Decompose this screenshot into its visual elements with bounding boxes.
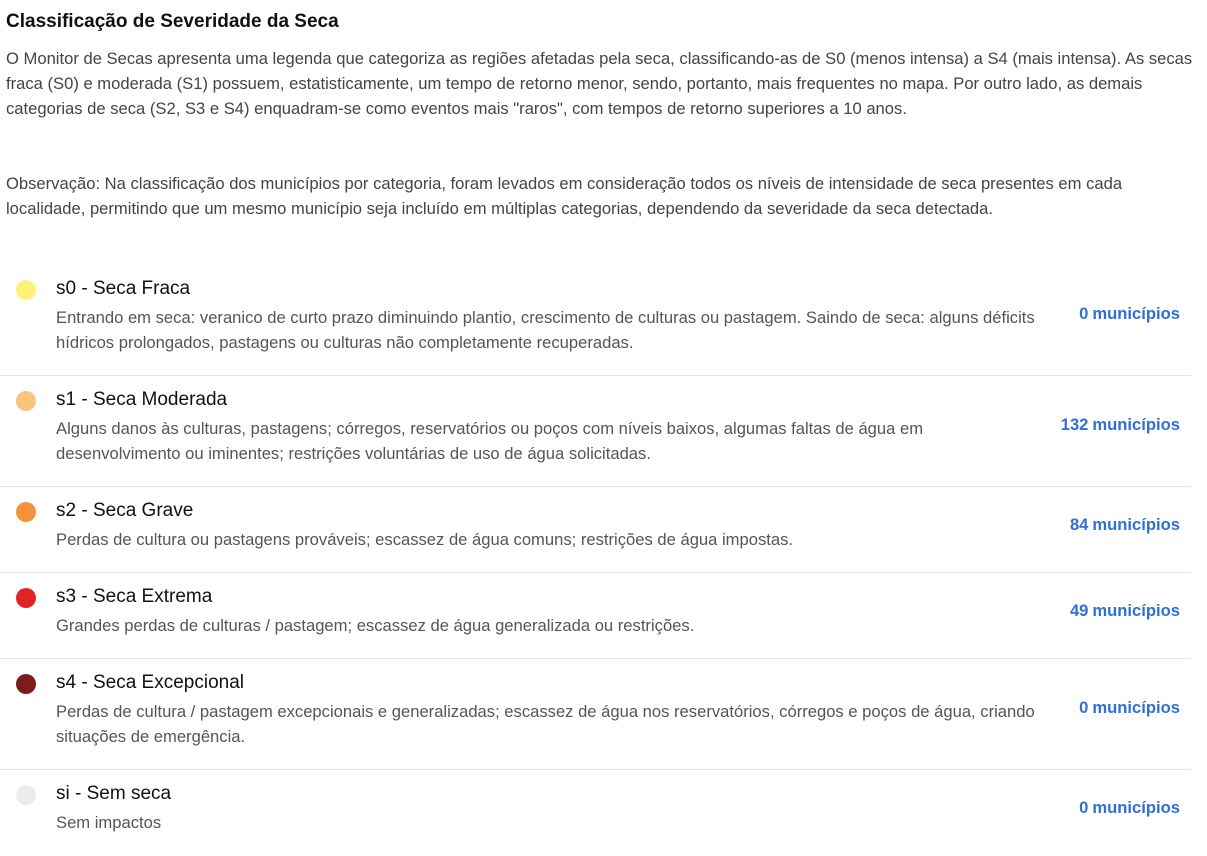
intro-paragraph: O Monitor de Secas apresenta uma legenda que categoriza as regiões afetadas pela seca, classificando-as de S0 (menos intensa) a S4 (mais intensa). As secas fraca (S0) e moderada (S1) possuem, estatisticamente, um tempo de retorno menor, sendo, portanto, mais frequentes no mapa. Por outro lado, as demais categorias de seca (S2, S3 e S4) enquadram-se como eventos mais "raros", com tempos de retorno superiores a 10 anos. (6, 49, 1193, 118)
municipality-count-link[interactable] (1079, 698, 1180, 718)
municipality-count-link[interactable] (1070, 515, 1180, 535)
municipality-count-link[interactable] (1079, 798, 1180, 818)
category-description: Alguns danos às culturas, pastagens; córregos, reservatórios ou poços com níveis baixos, algumas faltas de água em desenvolvimento ou iminentes; restrições voluntárias de uso de água solicitadas. (56, 419, 924, 463)
category-label: s0 - Seca Fraca (56, 278, 191, 299)
category-description: Perdas de cultura ou pastagens prováveis; escassez de água comuns; restrições de água impostas. (56, 530, 793, 549)
municipality-count-link[interactable] (1070, 601, 1180, 621)
category-description: Grandes perdas de culturas / pastagem; escassez de água generalizada ou restrições. (56, 616, 695, 635)
count-unit: municípios (1092, 698, 1180, 717)
severity-color-dot (16, 588, 36, 608)
category-label: si - Sem seca (56, 783, 172, 804)
category-label: s4 - Seca Excepcional (56, 672, 244, 693)
count-value: 0 (1079, 304, 1089, 323)
severity-color-dot (16, 280, 36, 300)
municipality-count-link[interactable] (1079, 304, 1180, 324)
observation-paragraph: Observação: Na classificação dos municípios por categoria, foram levados em consideração todos os níveis de intensidade de seca presentes em cada localidade, permitindo que um mesmo município seja incluído em múltiplas categorias, dependendo da severidade da seca detectada. (6, 174, 1123, 218)
category-description: Perdas de cultura / pastagem excepcionais e generalizadas; escassez de água nos reservatórios, córregos e poços de água, criando situações de emergência. (56, 702, 1035, 746)
count-unit: municípios (1092, 601, 1180, 620)
category-description: Sem impactos (56, 813, 162, 832)
count-unit: municípios (1092, 515, 1180, 534)
page-title: Classificação de Severidade da Seca (6, 11, 339, 32)
count-value: 84 (1069, 515, 1089, 534)
severity-color-dot (16, 674, 36, 694)
count-unit: municípios (1092, 304, 1180, 323)
category-label: s2 - Seca Grave (56, 500, 194, 521)
severity-category-list (0, 265, 1191, 856)
count-value: 49 (1069, 601, 1089, 620)
count-value: 0 (1079, 798, 1089, 817)
count-value: 0 (1079, 698, 1089, 717)
municipality-count-link[interactable] (1061, 415, 1180, 435)
category-item-s4[interactable] (0, 659, 1191, 770)
category-item-s3[interactable] (0, 573, 1191, 659)
category-label: s1 - Seca Moderada (56, 389, 228, 410)
category-item-s0[interactable] (0, 265, 1191, 376)
severity-color-dot (16, 502, 36, 522)
count-value: 132 (1060, 415, 1089, 434)
severity-color-dot (16, 391, 36, 411)
category-item-s2[interactable] (0, 487, 1191, 573)
count-unit: municípios (1092, 415, 1180, 434)
category-description: Entrando em seca: veranico de curto prazo diminuindo plantio, crescimento de culturas ou pastagem. Saindo de seca: alguns déficits hídricos prolongados, pastagens ou culturas não completamente recuperadas. (56, 308, 1035, 352)
count-unit: municípios (1092, 798, 1180, 817)
category-item-s1[interactable] (0, 376, 1191, 487)
category-label: s3 - Seca Extrema (56, 586, 213, 607)
severity-color-dot (16, 785, 36, 805)
category-item-si[interactable] (0, 770, 1191, 856)
